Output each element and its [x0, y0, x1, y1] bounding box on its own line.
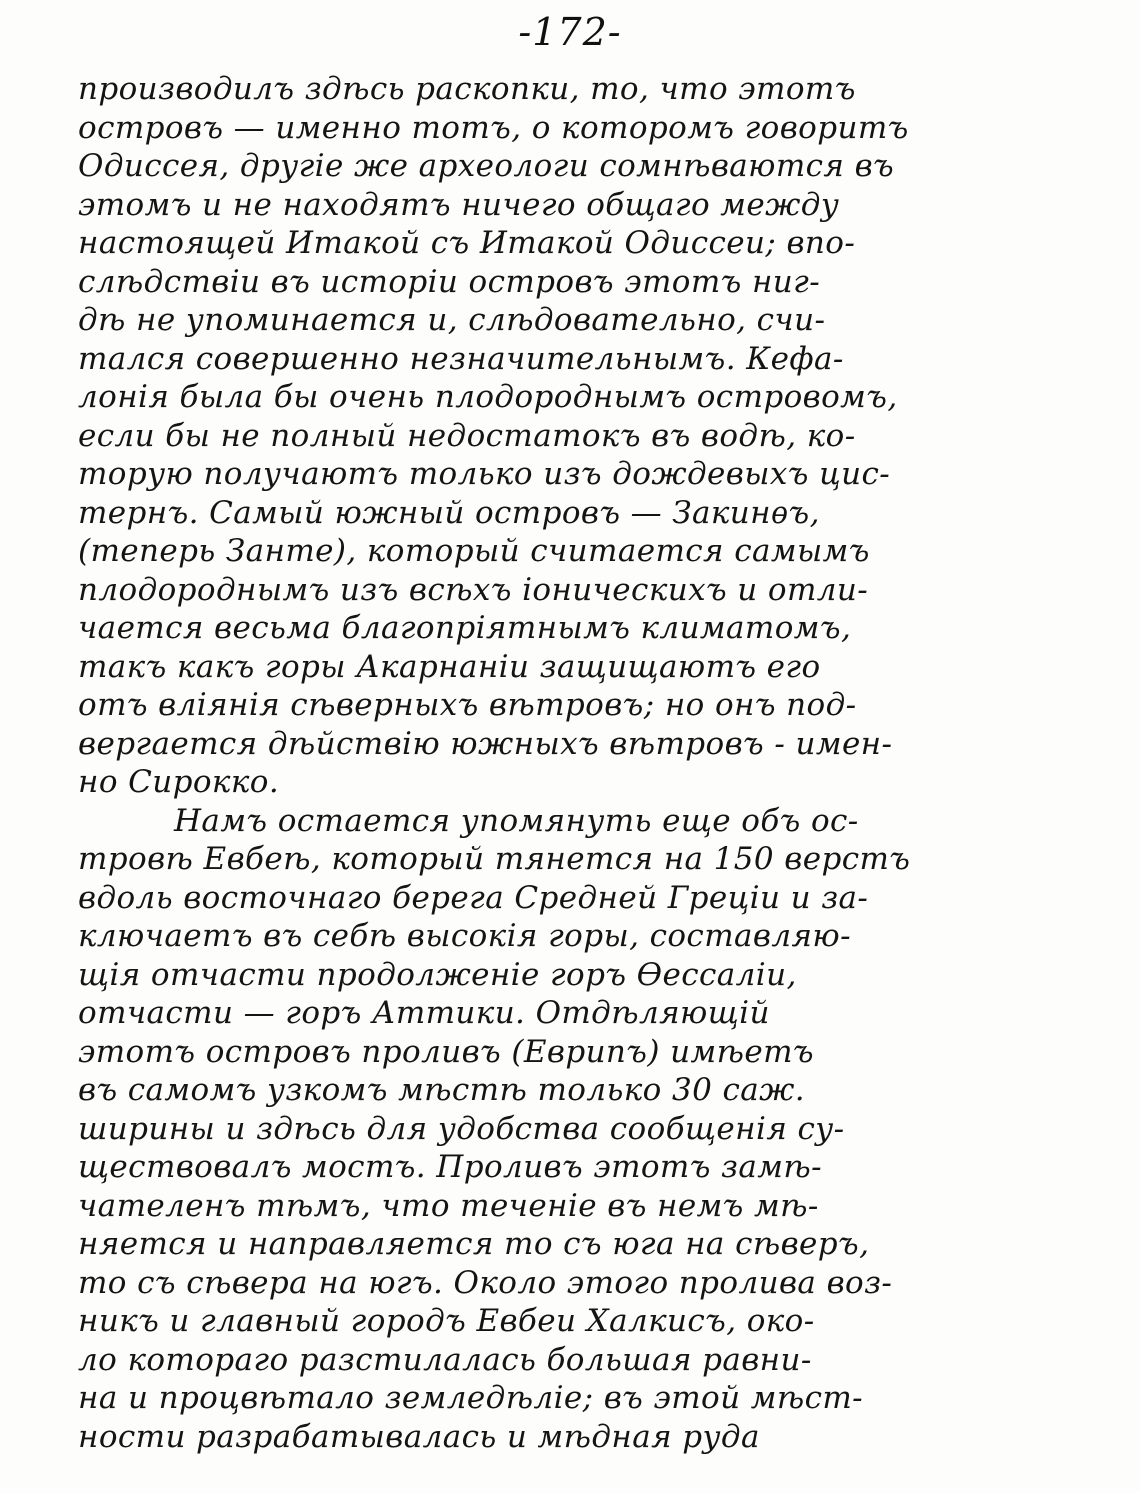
text-line: этотъ островъ проливъ (Еврипъ) имѣетъ [78, 1033, 814, 1070]
page-number: -172- [518, 10, 622, 54]
text-line: ности разрабатывалась и мѣдная руда [78, 1418, 760, 1455]
text-line: тернъ. Самый южный островъ — Закинѳъ, [78, 494, 820, 531]
text-line: вергается дѣйствію южныхъ вѣтровъ - имен- [78, 725, 893, 762]
text-line: ключаетъ въ себѣ высокія горы, составляю- [78, 918, 851, 954]
text-line: настоящей Итакой съ Итакой Одиссеи; впо- [78, 225, 856, 261]
text-line: но Сирокко. [78, 764, 280, 800]
text-line: чателенъ тѣмъ, что теченіе въ немъ мѣ- [78, 1187, 819, 1224]
text-line: чается весьма благопріятнымъ климатомъ, [78, 610, 852, 646]
text-line: такъ какъ горы Акарнаніи защищаютъ его [78, 648, 821, 685]
text-line: отчасти — горъ Аттики. Отдѣляющій [78, 995, 770, 1031]
text-line: то съ сѣвера на югъ. Около этого пролива воз- [78, 1264, 893, 1301]
text-line: въ самомъ узкомъ мѣстѣ только 30 саж. [78, 1072, 806, 1108]
text-line: торую получаютъ только изъ дождевыхъ цис- [78, 456, 891, 492]
text-line: островъ — именно тотъ, о которомъ говоритъ [78, 109, 909, 146]
text-line: этомъ и не находятъ ничего общаго между [78, 186, 840, 223]
text-line: тровѣ Евбеѣ, который тянется на 150 верстъ [78, 841, 911, 877]
text-line: ло котораго разстилалась большая равни- [78, 1341, 812, 1378]
text-line: (теперь Занте), который считается самымъ [78, 533, 870, 569]
text-line: няется и направляется то съ юга на сѣверъ, [78, 1226, 870, 1262]
text-line: ширины и здѣсь для удобства сообщенія су- [78, 1110, 845, 1147]
text-line: никъ и главный городъ Евбеи Халкисъ, око- [78, 1303, 815, 1339]
text-line: лонія была бы очень плодороднымъ островомъ, [78, 379, 898, 415]
text-line: производилъ здѣсь раскопки, то, что этотъ [78, 71, 856, 107]
paragraph-start-line: Намъ остается упомянуть еще объ ос- [174, 802, 859, 839]
text-line: слѣдствіи въ исторіи островъ этотъ ниг- [78, 263, 821, 300]
text-line: Одиссея, другіе же археологи сомнѣваются въ [78, 148, 895, 184]
text-line: щія отчасти продолженіе горъ Ѳессаліи, [78, 956, 797, 993]
text-line: ществовалъ мостъ. Проливъ этотъ замѣ- [78, 1149, 822, 1185]
text-line: дѣ не упоминается и, слѣдовательно, счи- [78, 302, 826, 338]
text-line: если бы не полный недостатокъ въ водѣ, ко- [78, 417, 856, 454]
text-line: на и процвѣтало земледѣліе; въ этой мѣст- [78, 1380, 864, 1416]
text-line: вдоль восточнаго берега Средней Греціи и за- [78, 879, 869, 916]
text-line: отъ вліянія сѣверныхъ вѣтровъ; но онъ под- [78, 687, 857, 723]
handwritten-text-block [78, 70, 1118, 1456]
text-line: тался совершенно незначительнымъ. Кефа- [78, 340, 844, 377]
text-line: плодороднымъ изъ всѣхъ іоническихъ и отли- [78, 571, 869, 608]
